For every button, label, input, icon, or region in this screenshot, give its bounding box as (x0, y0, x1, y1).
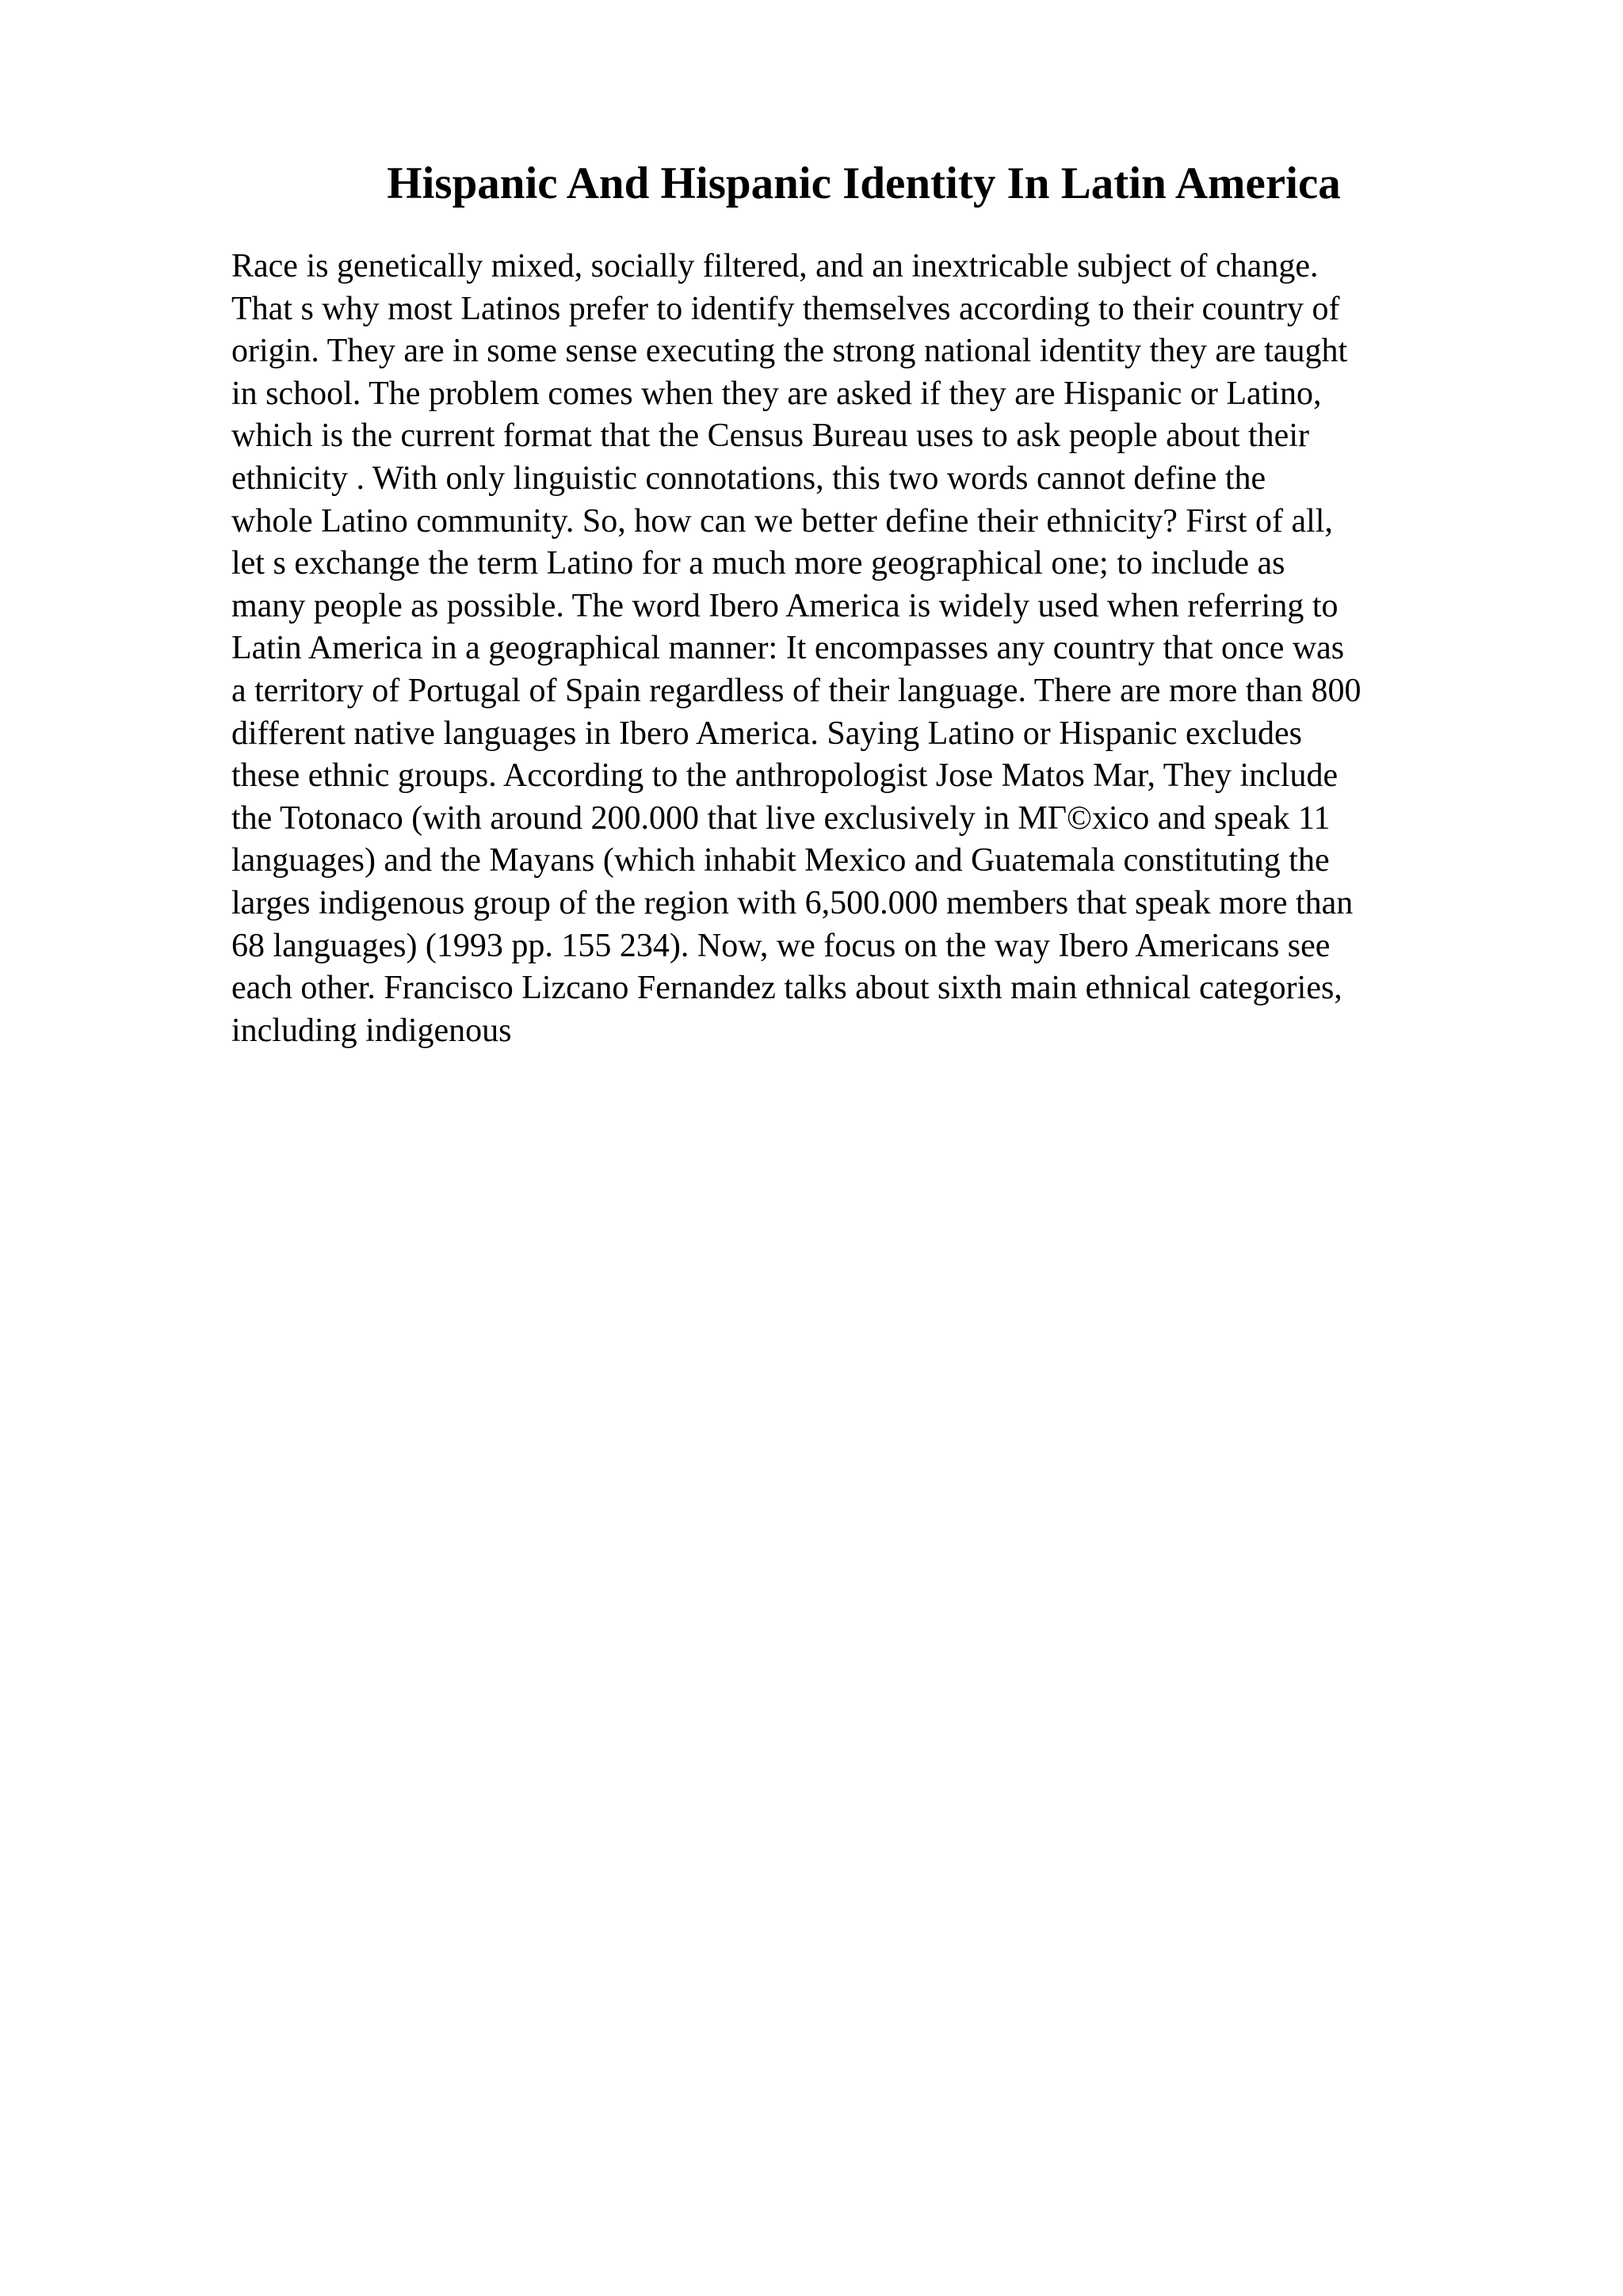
body-line: That s why most Latinos prefer to identify themselves according to their country of (231, 290, 1340, 327)
body-line: different native languages in Ibero America. Saying Latino or Hispanic excludes (231, 715, 1302, 752)
body-line: in school. The problem comes when they are asked if they are Hispanic or Latino, (231, 375, 1322, 412)
body-line: which is the current format that the Census Bureau uses to ask people about their (231, 418, 1309, 455)
body-line: larges indigenous group of the region with 6,500.000 members that speak more than (231, 884, 1354, 921)
body-line: the Totonaco (with around 200.000 that live exclusively in MГ©xico and speak 11 (231, 799, 1331, 837)
body-line: many people as possible. The word Ibero America is widely used when referring to (231, 587, 1338, 624)
body-line: these ethnic groups. According to the anthropologist Jose Matos Mar, They include (231, 757, 1338, 795)
body-line: let s exchange the term Latino for a much more geographical one; to include as (231, 545, 1285, 582)
body-line: each other. Francisco Lizcano Fernandez talks about sixth main ethnical categories, (231, 970, 1342, 1007)
body-line: a territory of Portugal of Spain regardless of their language. There are more than 800 (231, 672, 1361, 709)
document-title: Hispanic And Hispanic Identity In Latin America (387, 158, 1341, 208)
body-line: languages) and the Mayans (which inhabit Mexico and Guatemala constituting the (231, 842, 1330, 879)
body-line: Race is genetically mixed, socially filtered, and an inextricable subject of change. (231, 248, 1319, 284)
body-line: including indigenous (231, 1012, 512, 1049)
body-line: ethnicity . With only linguistic connotations, this two words cannot define the (231, 460, 1266, 497)
document-body (231, 246, 1515, 1052)
body-line: Latin America in a geographical manner: It encompasses any country that once was (231, 630, 1345, 667)
body-line: 68 languages) (1993 pp. 155 234). Now, we focus on the way Ibero Americans see (231, 927, 1331, 964)
body-line: origin. They are in some sense executing the strong national identity they are taught (231, 333, 1348, 370)
body-line: whole Latino community. So, how can we better define their ethnicity? First of all, (231, 502, 1333, 540)
